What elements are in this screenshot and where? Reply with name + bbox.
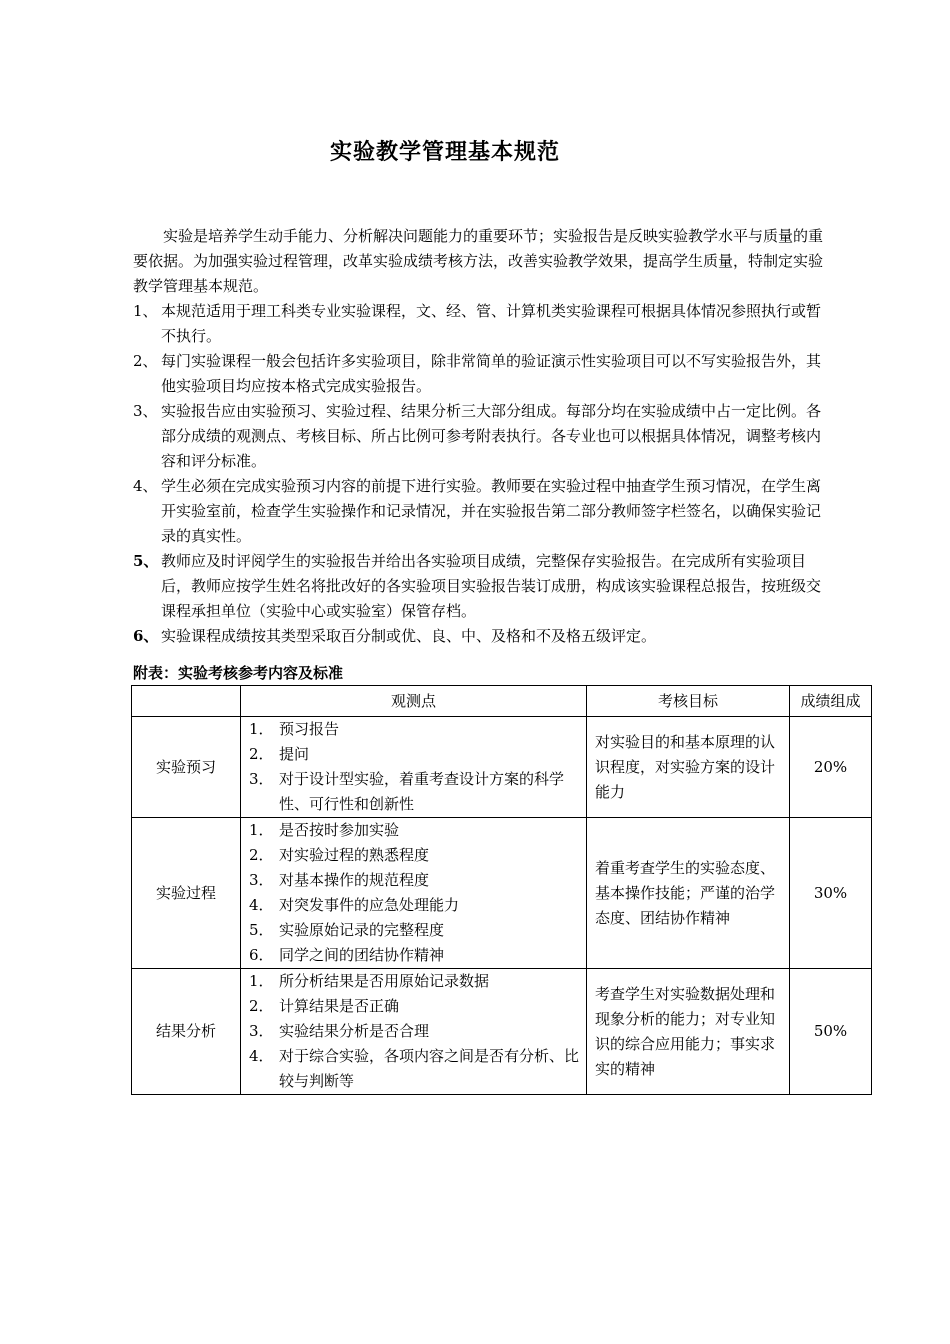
table-row [132, 818, 872, 969]
goal-cell: 对实验目的和基本原理的认识程度，对实验方案的设计能力 [587, 717, 790, 818]
rule-number: 5、 [133, 552, 159, 570]
header-goal: 考核目标 [587, 686, 790, 717]
score-cell: 30% [790, 818, 872, 969]
document-body [133, 224, 833, 649]
table-row [132, 969, 872, 1095]
observation-item: 1． 预习报告 [249, 720, 340, 738]
goal-cell: 考查学生对实验数据处理和现象分析的能力；对专业知识的综合应用能力；事实求实的精神 [587, 969, 790, 1095]
category-cell: 结果分析 [132, 969, 241, 1095]
observation-item: 2． 计算结果是否正确 [249, 997, 400, 1015]
table-row [132, 717, 872, 818]
observation-item: 5． 实验原始记录的完整程度 [249, 921, 445, 939]
rule-text: 每门实验课程一般会包括许多实验项目，除非常简单的验证演示性实验项目可以不写实验报告外，其他实验项目均应按本格式完成实验报告。 [161, 352, 822, 395]
rule-text: 实验课程成绩按其类型采取百分制或优、良、中、及格和不及格五级评定。 [161, 627, 657, 645]
observation-item: 1． 是否按时参加实验 [249, 821, 400, 839]
category-cell: 实验预习 [132, 717, 241, 818]
score-cell: 50% [790, 969, 872, 1095]
goal-cell: 着重考查学生的实验态度、基本操作技能；严谨的治学态度、团结协作精神 [587, 818, 790, 969]
header-category [132, 686, 241, 717]
rule-text: 实验报告应由实验预习、实验过程、结果分析三大部分组成。每部分均在实验成绩中占一定比例。各部分成绩的观测点、考核目标、所占比例可参考附表执行。各专业也可以根据具体情况，调整考核内容和评分标准。 [161, 402, 822, 470]
rule-number: 2、 [133, 352, 158, 370]
rule-text: 学生必须在完成实验预习内容的前提下进行实验。教师要在实验过程中抽查学生预习情况，在学生离开实验室前，检查学生实验操作和记录情况，并在实验报告第二部分教师签字栏签名，以确保实验记录的真实性。 [161, 477, 822, 545]
observation-item: 3． 实验结果分析是否合理 [249, 1022, 430, 1040]
rule-text: 本规范适用于理工科类专业实验课程，文、经、管、计算机类实验课程可根据具体情况参照执行或暂不执行。 [161, 302, 822, 345]
observation-item: 4． 对于综合实验，各项内容之间是否有分析、比较与判断等 [249, 1047, 580, 1090]
table-header-row [132, 686, 872, 717]
rule-number: 3、 [133, 402, 158, 420]
observation-item: 3． 对于设计型实验，着重考查设计方案的科学性、可行性和创新性 [249, 770, 565, 813]
page-title: 实验教学管理基本规范 [329, 139, 560, 165]
observation-item: 1． 所分析结果是否用原始记录数据 [249, 972, 490, 990]
rule-number: 4、 [133, 477, 158, 495]
assessment-table [131, 685, 872, 1095]
rule-number: 6、 [133, 627, 159, 645]
observation-item: 6． 同学之间的团结协作精神 [249, 946, 445, 964]
header-observation: 观测点 [241, 686, 587, 717]
rules-list [133, 299, 833, 649]
observation-item: 4． 对突发事件的应急处理能力 [249, 896, 460, 914]
rule-item [133, 299, 833, 349]
header-score: 成绩组成 [790, 686, 872, 717]
appendix-title: 附表：实验考核参考内容及标准 [133, 664, 344, 682]
rule-item [133, 349, 833, 399]
rule-item [133, 399, 833, 474]
observation-item: 3． 对基本操作的规范程度 [249, 871, 430, 889]
rule-number: 1、 [133, 302, 158, 320]
observation-cell [241, 717, 587, 818]
intro-paragraph: 实验是培养学生动手能力、分析解决问题能力的重要环节；实验报告是反映实验教学水平与质量的重要依据。为加强实验过程管理，改革实验成绩考核方法，改善实验教学效果，提高学生质量，特制定实验教学管理基本规范。 [133, 227, 824, 295]
observation-item: 2． 提问 [249, 745, 310, 763]
score-cell: 20% [790, 717, 872, 818]
observation-item: 2． 对实验过程的熟悉程度 [249, 846, 430, 864]
category-cell: 实验过程 [132, 818, 241, 969]
rule-text: 教师应及时评阅学生的实验报告并给出各实验项目成绩，完整保存实验报告。在完成所有实验项目后，教师应按学生姓名将批改好的各实验项目实验报告装订成册，构成该实验课程总报告，按班级交课程承担单位（实验中心或实验室）保管存档。 [161, 552, 822, 620]
rule-item [133, 474, 833, 549]
rule-item [133, 624, 833, 649]
observation-cell [241, 969, 587, 1095]
observation-cell [241, 818, 587, 969]
rule-item [133, 549, 833, 624]
